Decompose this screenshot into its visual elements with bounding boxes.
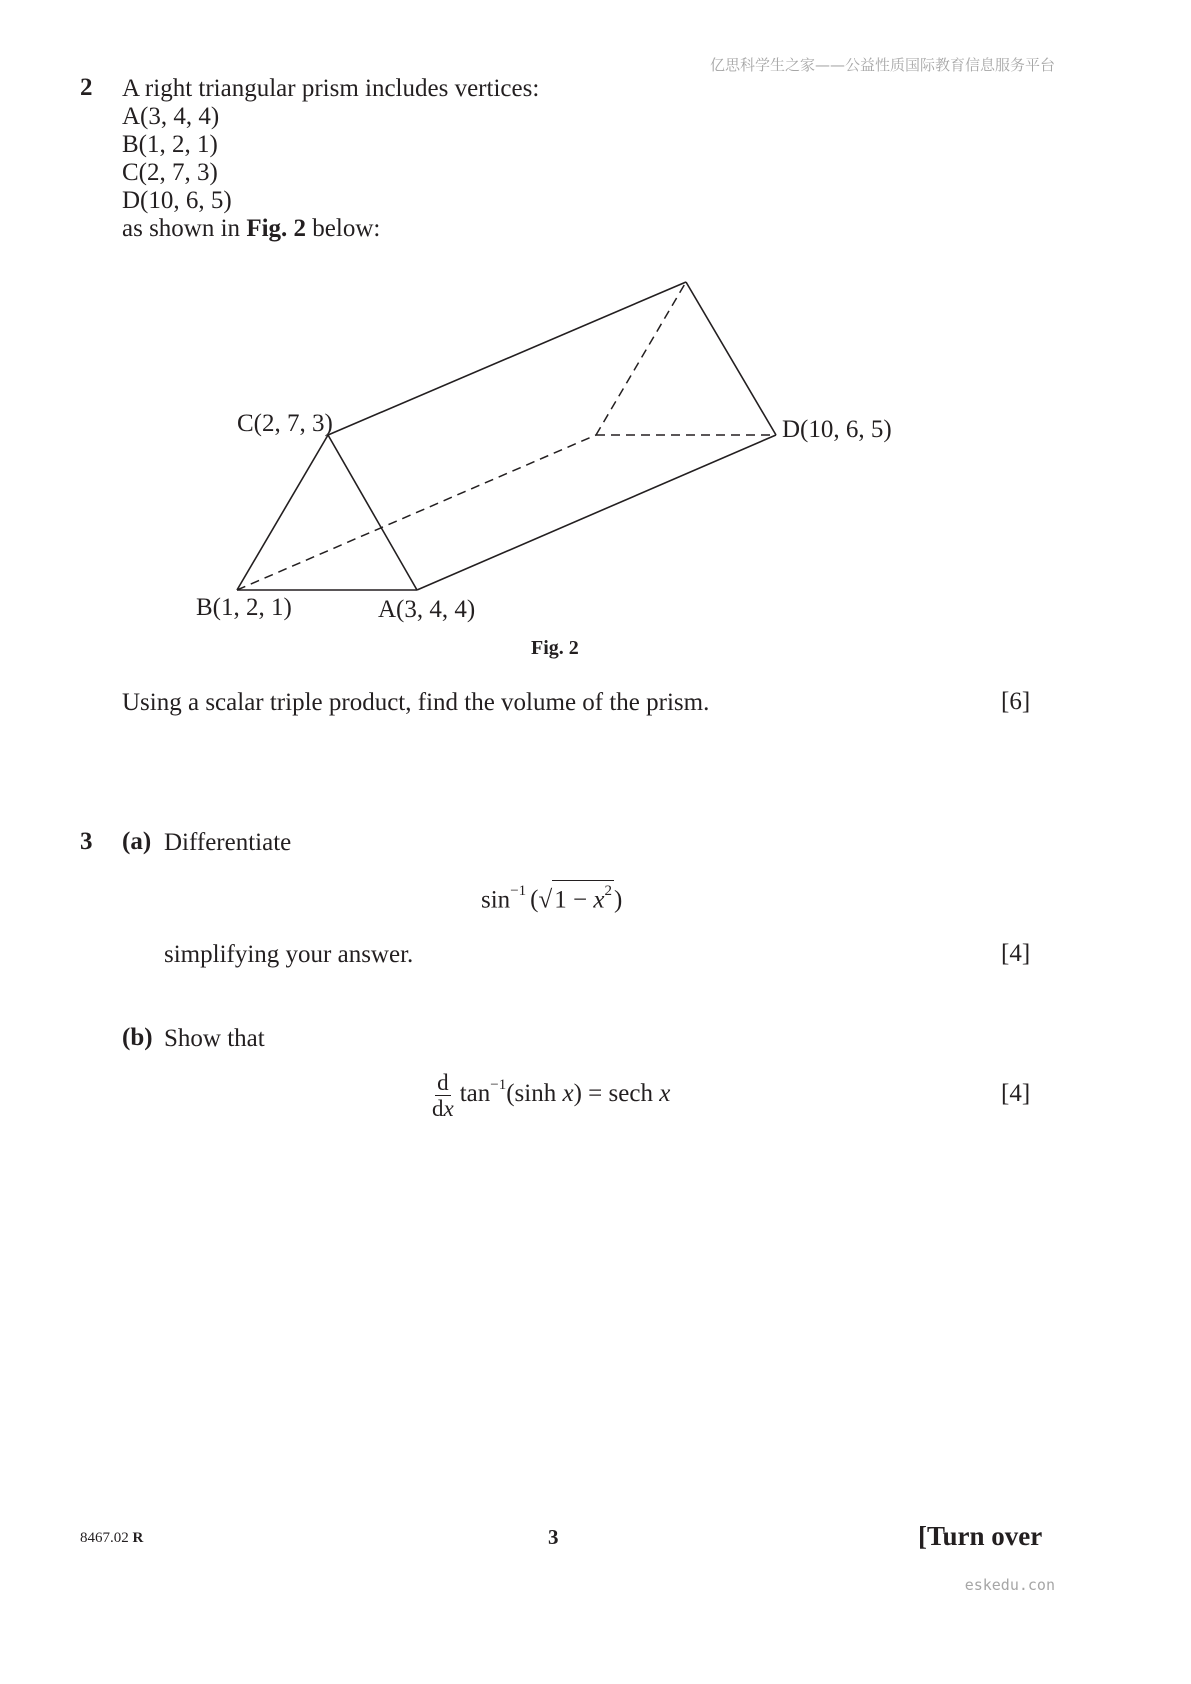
expr-inverse: −1: [510, 883, 527, 899]
prism-diagram: [0, 0, 1191, 720]
part-a-expression: [481, 880, 622, 914]
hidden-edge-b-back: [237, 435, 596, 590]
part-a-text: Differentiate: [164, 829, 292, 856]
vertex-b: B(1, 2, 1): [122, 131, 218, 158]
part-a-follow: simplifying your answer.: [164, 941, 414, 968]
shown-post: below:: [306, 215, 381, 242]
question-2-task: Using a scalar triple product, find the volume of the prism.: [122, 689, 710, 716]
part-b-label: (b): [122, 1024, 153, 1051]
edge-c-top: [328, 282, 686, 435]
question-3-number: 3: [80, 828, 93, 855]
label-b: B(1, 2, 1): [196, 594, 292, 621]
question-2-intro: A right triangular prism includes vertices:: [122, 75, 540, 102]
footer-code-number: 8467.02: [80, 1530, 133, 1546]
frac-numerator: d: [437, 1070, 449, 1095]
part-b-text: Show that: [164, 1025, 265, 1052]
figure-caption: Fig. 2: [531, 637, 579, 659]
edge-top-d: [686, 282, 776, 435]
watermark-bottom: eskedu.con: [964, 1576, 1055, 1594]
question-2-marks: [6]: [1001, 688, 1031, 715]
edge-c-a: [328, 435, 417, 590]
b-func: tan: [459, 1080, 491, 1108]
footer-code: [80, 1530, 143, 1547]
vertex-a: A(3, 4, 4): [122, 103, 220, 130]
part-a-label: (a): [122, 828, 152, 855]
frac-den-d: d: [432, 1096, 444, 1121]
b-rhs-var: x: [659, 1080, 671, 1108]
derivative-fraction: [432, 1070, 454, 1121]
expr-radicand: [552, 880, 614, 912]
page-number: 3: [548, 1525, 559, 1549]
hidden-edge-back-top: [596, 282, 686, 435]
expr-rad-const: 1 −: [554, 886, 594, 914]
expr-close: ): [613, 886, 623, 914]
part-b-expression: [432, 1070, 670, 1121]
watermark-top: 亿思科学生之家——公益性质国际教育信息服务平台: [709, 56, 1055, 74]
expr-func: sin: [481, 886, 511, 914]
turn-over: [Turn over: [918, 1521, 1043, 1551]
label-d: D(10, 6, 5): [782, 416, 892, 443]
expr-root-sign: √: [538, 886, 553, 914]
b-arg-var: x: [562, 1080, 574, 1108]
expr-power: 2: [604, 883, 612, 899]
expr-var: x: [593, 886, 605, 914]
b-arg-close: ) = sech: [573, 1080, 660, 1108]
footer-code-suffix: R: [132, 1530, 144, 1546]
frac-denominator: [432, 1096, 454, 1121]
label-c: C(2, 7, 3): [237, 410, 333, 437]
vertex-d: D(10, 6, 5): [122, 187, 232, 214]
label-a: A(3, 4, 4): [378, 596, 476, 623]
shown-pre: as shown in: [122, 215, 247, 242]
figure-reference: Fig. 2: [246, 215, 307, 242]
b-arg-open: (sinh: [506, 1080, 563, 1108]
expr-open: (: [530, 886, 539, 914]
vertex-c: C(2, 7, 3): [122, 159, 218, 186]
edge-a-d: [417, 435, 776, 590]
question-2-number: 2: [80, 74, 93, 101]
part-b-marks: [4]: [1001, 1080, 1031, 1107]
edge-b-c: [237, 435, 328, 590]
b-inverse: −1: [490, 1076, 507, 1093]
frac-den-x: x: [443, 1096, 454, 1121]
part-a-marks: [4]: [1001, 940, 1031, 967]
